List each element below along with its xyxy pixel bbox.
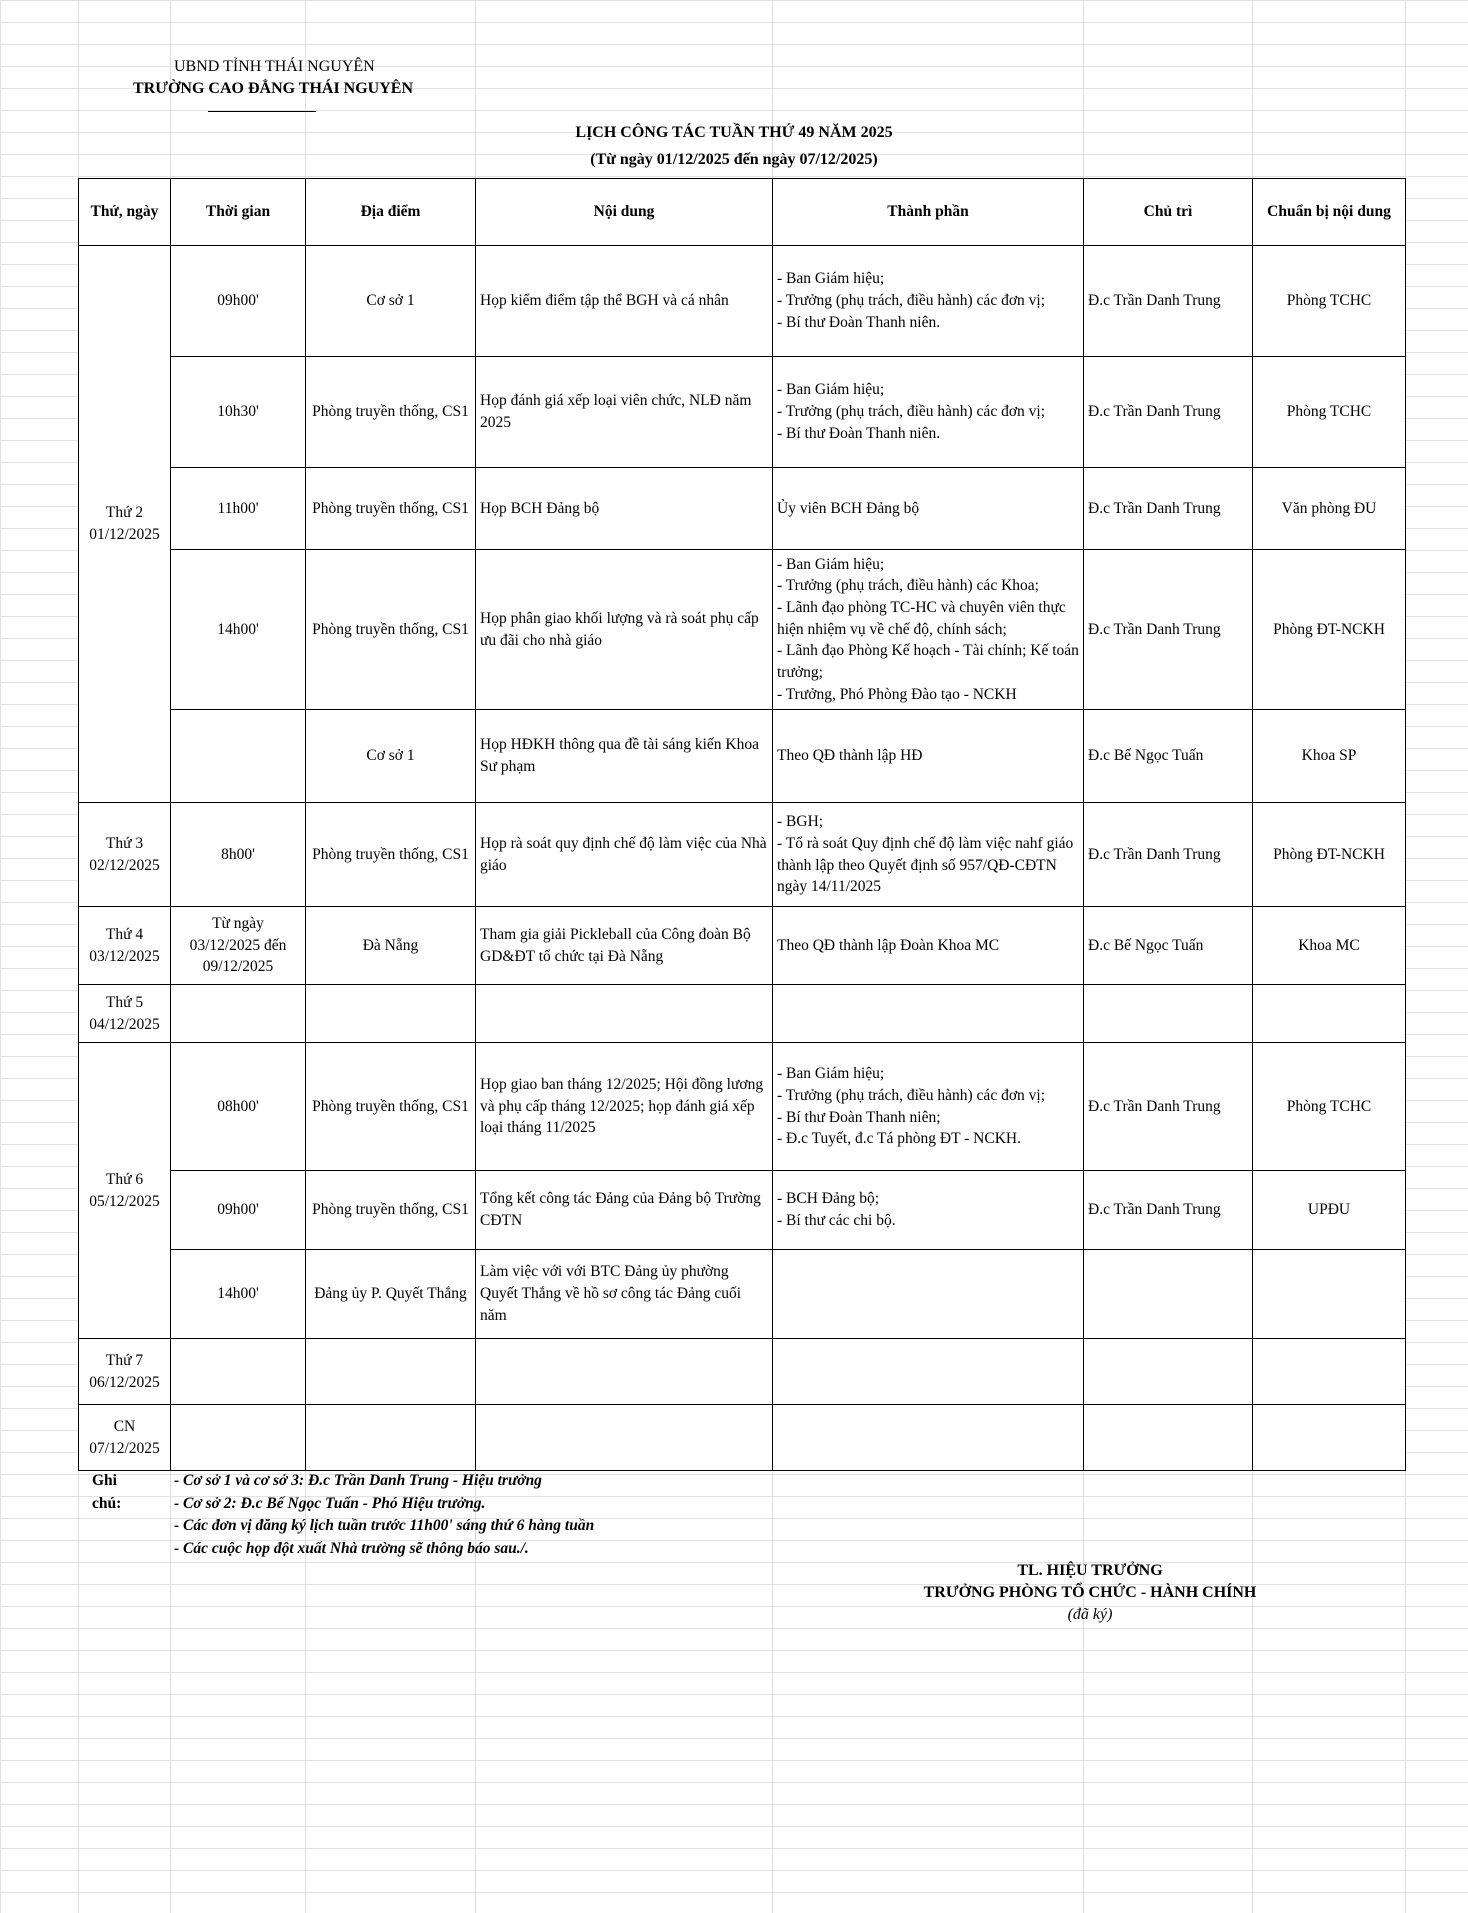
cell-time-line: Từ ngày 03/12/2025 đến 09/12/2025 [189,914,287,976]
cell-time [171,985,306,1043]
notes-list [174,1470,594,1560]
cell-participants-line: - BGH; [777,813,824,831]
col-header-prep: Chuẩn bị nội dung [1253,179,1406,246]
cell-participants [773,907,1084,985]
day-name: Thứ 7 [105,1351,144,1369]
cell-time-line: 14h00' [217,1285,259,1303]
cell-place [306,550,476,710]
cell-participants-line: - Đ.c Tuyết, đ.c Tá phòng ĐT - NCKH. [777,1130,1021,1148]
cell-day [79,907,171,985]
cell-chair-line: Đ.c Trần Danh Trung [1088,403,1221,421]
cell-place-line: Phòng truyền thống, CS1 [312,1201,469,1219]
day-date: 04/12/2025 [89,1015,160,1033]
note-item: - Các đơn vị đăng ký lịch tuần trước 11h00' sáng thứ 6 hàng tuần [174,1517,595,1534]
schedule-table [78,178,1406,1471]
cell-chair [1084,803,1253,907]
cell-content [476,1339,773,1405]
cell-content-line: Họp giao ban tháng 12/2025; Hội đồng lương và phụ cấp tháng 12/2025; họp đánh giá xếp loại tháng 11/2025 [480,1075,764,1137]
table-row [79,803,1406,907]
cell-participants [773,1043,1084,1171]
cell-participants [773,468,1084,550]
cell-participants-line: - Bí thư Đoàn Thanh niên. [777,424,941,442]
cell-participants-line: - Ban Giám hiệu; [777,270,885,288]
cell-prep-line: Phòng TCHC [1286,403,1372,421]
day-name: Thứ 3 [105,834,144,852]
signature-position: TRƯỞNG PHÒNG TỔ CHỨC - HÀNH CHÍNH [923,1584,1257,1601]
cell-day [79,246,171,803]
col-header-place: Địa điểm [306,179,476,246]
cell-place [306,1043,476,1171]
cell-chair [1084,357,1253,468]
cell-place [306,246,476,357]
cell-prep [1253,803,1406,907]
cell-chair [1084,710,1253,803]
cell-content-line: Họp BCH Đảng bộ [480,499,600,517]
cell-participants-line: - Ban Giám hiệu; [777,555,885,573]
cell-time [171,1250,306,1339]
cell-content-line: Họp phân giao khối lượng và rà soát phụ cấp ưu đãi cho nhà giáo [480,609,759,649]
cell-prep [1253,710,1406,803]
cell-prep [1253,468,1406,550]
cell-day [79,985,171,1043]
col-header-content: Nội dung [476,179,773,246]
cell-participants-line: Theo QĐ thành lập HĐ [777,747,923,765]
cell-participants-line: - Ban Giám hiệu; [777,381,885,399]
cell-place [306,468,476,550]
cell-time [171,550,306,710]
cell-place-line: Phòng truyền thống, CS1 [312,403,469,421]
cell-participants-line: - Tổ rà soát Quy định chế độ làm việc nahf giáo thành lập theo Quyết định số 957/QĐ-CĐTN ngày 14/11/2025 [777,834,1074,896]
day-name: Thứ 2 [105,504,144,522]
cell-time [171,357,306,468]
day-date: 07/12/2025 [89,1439,160,1457]
cell-chair-line: Đ.c Trần Danh Trung [1088,1097,1221,1115]
cell-place [306,710,476,803]
org-name: TRƯỜNG CAO ĐẲNG THÁI NGUYÊN [133,80,414,97]
cell-participants-line: - Trưởng (phụ trách, điều hành) các đơn vị; [777,1086,1046,1104]
cell-prep [1253,1043,1406,1171]
col-header-chair: Chủ trì [1084,179,1253,246]
table-header-row [79,179,1406,246]
day-date: 02/12/2025 [89,856,160,874]
cell-place [306,1405,476,1471]
cell-content [476,1043,773,1171]
cell-participants [773,550,1084,710]
page-subtitle: (Từ ngày 01/12/2025 đến ngày 07/12/2025) [590,151,878,168]
cell-place-line: Đảng ủy P. Quyết Thắng [314,1285,467,1303]
cell-participants [773,1405,1084,1471]
cell-place-line: Phòng truyền thống, CS1 [312,845,469,863]
cell-participants-line: - Bí thư Đoàn Thanh niên. [777,313,941,331]
cell-place-line: Phòng truyền thống, CS1 [312,1097,469,1115]
table-row [79,468,1406,550]
cell-place [306,1250,476,1339]
cell-content-line: Tham gia giải Pickleball của Công đoàn Bộ GD&ĐT tổ chức tại Đà Nẵng [480,925,751,965]
note-item: - Cơ sở 2: Đ.c Bế Ngọc Tuấn - Phó Hiệu trưởng. [174,1494,486,1512]
cell-participants-line: Theo QĐ thành lập Đoàn Khoa MC [777,936,1000,954]
table-row [79,710,1406,803]
cell-place [306,985,476,1043]
cell-time [171,468,306,550]
cell-chair-line: Đ.c Bế Ngọc Tuấn [1088,747,1204,765]
day-date: 05/12/2025 [89,1192,160,1210]
cell-chair [1084,246,1253,357]
cell-content [476,1171,773,1250]
cell-chair [1084,1250,1253,1339]
cell-time-line: 09h00' [217,1201,259,1219]
cell-time-line: 09h00' [217,292,259,310]
cell-time-line: 08h00' [217,1097,259,1115]
col-header-participants: Thành phần [773,179,1084,246]
cell-participants-line: - Bí thư các chi bộ. [777,1212,896,1229]
cell-prep-line: Phòng TCHC [1286,292,1372,310]
cell-participants [773,246,1084,357]
cell-prep [1253,1250,1406,1339]
day-name: Thứ 5 [105,993,144,1011]
note-item: - Các cuộc họp đột xuất Nhà trường sẽ thông báo sau./. [174,1539,529,1557]
day-name: Thứ 4 [105,925,144,943]
org-parent: UBND TỈNH THÁI NGUYÊN [174,58,375,75]
col-header-time: Thời gian [171,179,306,246]
cell-participants-line: - Trưởng, Phó Phòng Đào tạo - NCKH [777,685,1017,703]
org-underline [208,111,316,112]
cell-place-line: Cơ sở 1 [366,292,415,310]
cell-prep-line: UPĐU [1307,1201,1351,1219]
cell-prep [1253,1405,1406,1471]
cell-time [171,710,306,803]
cell-chair [1084,907,1253,985]
cell-chair [1084,550,1253,710]
cell-content-line: Tổng kết công tác Đảng của Đảng bộ Trường CĐTN [480,1190,761,1229]
cell-content-line: Họp HĐKH thông qua đề tài sáng kiến Khoa Sư phạm [480,736,759,775]
cell-place [306,1171,476,1250]
cell-chair-line: Đ.c Trần Danh Trung [1088,292,1221,310]
cell-chair-line: Đ.c Trần Danh Trung [1088,1201,1221,1219]
cell-chair-line: Đ.c Bế Ngọc Tuấn [1088,936,1204,954]
day-date: 01/12/2025 [89,526,160,543]
page-title: LỊCH CÔNG TÁC TUẦN THỨ 49 NĂM 2025 [575,124,893,141]
cell-participants-line: - Trưởng (phụ trách, điều hành) các Khoa; [777,577,1039,595]
cell-prep-line: Văn phòng ĐU [1281,499,1377,517]
table-row [79,1043,1406,1171]
day-date: 06/12/2025 [89,1373,160,1391]
cell-place-line: Cơ sở 1 [366,747,415,765]
cell-time [171,907,306,985]
cell-time-line: 10h30' [217,403,259,421]
cell-chair [1084,985,1253,1043]
cell-prep [1253,1171,1406,1250]
cell-time [171,1405,306,1471]
cell-participants [773,803,1084,907]
cell-chair-line: Đ.c Trần Danh Trung [1088,845,1221,863]
cell-participants-line: - Lãnh đạo phòng TC-HC và chuyên viên thực hiện nhiệm vụ về chế độ, chính sách; [777,598,1066,638]
cell-place-line: Phòng truyền thống, CS1 [312,499,469,517]
cell-participants-line: - Lãnh đạo Phòng Kế hoạch - Tài chính; Kế toán trưởng; [777,642,1079,682]
table-row [79,1171,1406,1250]
col-header-day: Thứ, ngày [79,179,171,246]
note-item: - Cơ sở 1 và cơ sở 3: Đ.c Trần Danh Trung - Hiệu trưởng [174,1472,542,1489]
cell-content-line: Họp rà soát quy định chế độ làm việc của Nhà giáo [480,834,767,874]
cell-content [476,803,773,907]
cell-content [476,468,773,550]
table-row [79,907,1406,985]
cell-content [476,246,773,357]
cell-prep-line: Phòng ĐT-NCKH [1273,845,1385,863]
cell-prep [1253,907,1406,985]
cell-time-line: 8h00' [221,845,255,863]
cell-time [171,1043,306,1171]
cell-content [476,985,773,1043]
day-name: CN [113,1417,136,1435]
cell-time [171,1171,306,1250]
cell-prep-line: Khoa SP [1301,747,1357,765]
table-row [79,550,1406,710]
cell-participants-line: - Trưởng (phụ trách, điều hành) các đơn vị; [777,403,1046,421]
cell-prep-line: Khoa MC [1298,936,1360,954]
cell-prep [1253,357,1406,468]
cell-day [79,803,171,907]
day-date: 03/12/2025 [89,947,160,965]
cell-chair [1084,1171,1253,1250]
cell-place [306,907,476,985]
cell-content [476,550,773,710]
cell-time [171,1339,306,1405]
cell-place [306,803,476,907]
cell-content-line: Họp đánh giá xếp loại viên chức, NLĐ năm 2025 [480,392,752,431]
cell-content-line: Làm việc với với BTC Đảng ủy phường Quyết Thắng về hồ sơ công tác Đảng cuối năm [480,1263,742,1324]
cell-prep-line: Phòng ĐT-NCKH [1273,620,1385,638]
day-name: Thứ 6 [105,1170,144,1188]
cell-day [79,1339,171,1405]
cell-content-line: Họp kiểm điểm tập thể BGH và cá nhân [480,292,729,310]
table-row [79,246,1406,357]
cell-content [476,907,773,985]
cell-time-line: 11h00' [217,499,259,517]
cell-place [306,1339,476,1405]
cell-day [79,1405,171,1471]
cell-participants [773,1339,1084,1405]
table-row [79,357,1406,468]
cell-prep [1253,246,1406,357]
table-row [79,985,1406,1043]
cell-participants [773,357,1084,468]
cell-participants-line: - BCH Đảng bộ; [777,1190,880,1208]
cell-participants [773,710,1084,803]
cell-chair [1084,1043,1253,1171]
cell-content [476,357,773,468]
cell-prep-line: Phòng TCHC [1286,1097,1372,1115]
cell-place [306,357,476,468]
cell-participants [773,985,1084,1043]
cell-content [476,710,773,803]
cell-time [171,803,306,907]
cell-participants [773,1250,1084,1339]
cell-time [171,246,306,357]
cell-prep [1253,985,1406,1043]
cell-chair-line: Đ.c Trần Danh Trung [1088,620,1221,638]
cell-time-line: 14h00' [217,620,259,638]
signature-status: (đã ký) [1067,1606,1113,1623]
schedule-body [79,246,1406,1471]
cell-chair [1084,468,1253,550]
cell-participants [773,1171,1084,1250]
cell-chair [1084,1339,1253,1405]
table-row [79,1250,1406,1339]
cell-prep [1253,1339,1406,1405]
cell-content [476,1250,773,1339]
table-row [79,1339,1406,1405]
cell-prep [1253,550,1406,710]
cell-place-line: Đà Nẵng [362,936,419,954]
cell-participants-line: Ủy viên BCH Đảng bộ [777,499,920,517]
cell-day [79,1043,171,1339]
cell-chair-line: Đ.c Trần Danh Trung [1088,499,1221,517]
cell-content [476,1405,773,1471]
cell-place-line: Phòng truyền thống, CS1 [312,620,469,638]
table-row [79,1405,1406,1471]
cell-participants-line: - Bí thư Đoàn Thanh niên; [777,1108,941,1126]
cell-participants-line: - Trưởng (phụ trách, điều hành) các đơn vị; [777,292,1046,310]
notes-label: Ghi chú: [92,1472,122,1512]
signature-title: TL. HIỆU TRƯỞNG [1017,1562,1163,1579]
cell-chair [1084,1405,1253,1471]
cell-participants-line: - Ban Giám hiệu; [777,1065,885,1083]
